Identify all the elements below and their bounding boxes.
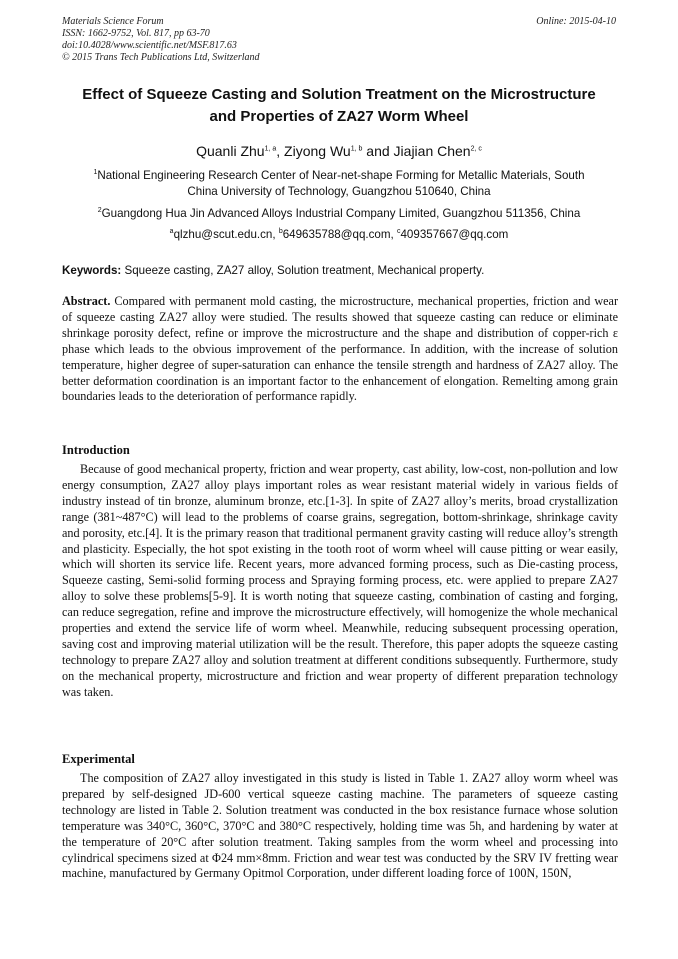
issn-line: ISSN: 1662-9752, Vol. 817, pp 63-70 <box>62 28 210 39</box>
copyright-line: © 2015 Trans Tech Publications Ltd, Switzerland <box>62 52 260 63</box>
affiliation-superscript: 2 <box>97 207 102 215</box>
abstract-label: Abstract. <box>62 294 111 308</box>
affiliation-superscript: 1 <box>93 169 98 177</box>
author-superscript: 1, a <box>264 145 277 153</box>
email-link[interactable]: 409357667@qq.com <box>400 228 509 241</box>
author-superscript: 2, c <box>470 145 482 153</box>
author-separator: , <box>276 143 285 159</box>
email-link[interactable]: 649635788@qq.com, <box>282 228 397 241</box>
email-superscript: b <box>278 228 283 236</box>
affiliation-1-line-1: National Engineering Research Center of Near-net-shape Forming for Metallic Materials, South <box>97 169 585 182</box>
keywords-label: Keywords: <box>62 264 122 277</box>
email-link[interactable]: qlzhu@scut.edu.cn, <box>173 228 279 241</box>
doi-line: doi:10.4028/www.scientific.net/MSF.817.63 <box>62 40 237 51</box>
affiliation-2-text: Guangdong Hua Jin Advanced Alloys Industrial Company Limited, Guangzhou 511356, China <box>101 207 581 220</box>
experimental-heading: Experimental <box>62 752 135 766</box>
email-superscript: a <box>169 228 174 236</box>
author-list <box>40 142 638 160</box>
introduction-paragraph: Because of good mechanical property, friction and wear property, cast ability, low-cost, non-pollution and low energy consumption, ZA27 alloy plays important roles as wear resistant material widely in various fields of industry instead of tin bronze, aluminum bronze, etc.[1-3]. In spite of ZA27 alloy’s merits, broad crystallization range (381~487°C) will lead to the problems of coarse grains, segregation, bottom-shrinkage, shrinkage cavity and porosity, etc.[4]. It is the primary reason that traditional permanent gravity casting will reduce alloy’s strength and plasticity. Especially, the hot spot existing in the tooth root of worm wheel will cause pitting or wear easily, which will shorten its service life. Recent years, more advanced forming process, such as Die-casting process, Squeeze casting, Semi-solid forming process and Spraying forming process, etc. were applied to prepare ZA27 alloy to solve these problems[5-9]. It is worth noting that squeeze casting, combination of casting and forging, can reduce segregation, refine and improve the microstructure effectively, will homogenize the whole mechanical properties and extend the service life of worm wheel. Meanwhile, reducing subsequent processing operation, saving cost and improving material utilization will be the result. Therefore, this paper adopts the squeeze casting technology to prepare ZA27 alloy and solution treatment at different conditions subsequently. Furthermore, study on the mechanical property, microstructure and friction and wear property of different preparation technology was taken. <box>62 462 618 699</box>
email-superscript: c <box>396 228 401 236</box>
author-separator: and <box>362 143 394 159</box>
author-name: Ziyong Wu <box>284 143 351 159</box>
affiliation-1-line-2: China University of Technology, Guangzhou 510640, China <box>187 185 491 198</box>
introduction-heading: Introduction <box>62 443 130 457</box>
title-line-1: Effect of Squeeze Casting and Solution Treatment on the Microstructure <box>82 86 596 103</box>
keywords-line <box>62 263 618 278</box>
paper-title <box>40 84 638 128</box>
author-name: Jiajian Chen <box>393 143 471 159</box>
email-list <box>40 227 638 243</box>
abstract-text: Compared with permanent mold casting, the microstructure, mechanical properties, friction and wear of squeeze casting ZA27 alloy were studied. The results showed that squeeze casting can reduce or eliminate shrinkage porosity defect, refine or improve the microstructure and the shape and distribution of copper-rich ε phase which leads to the obvious improvement of the performance. In addition, with the increase of solution temperature, higher degree of super-saturation can enhance the tensile strength and hardness of ZA27 alloy. The better deformation coordination is an important factor to the enhancement of elongation. Remelting among grain boundaries leads to the deterioration of performance rapidly. <box>62 294 618 404</box>
author-name: Quanli Zhu <box>196 143 265 159</box>
keywords-text: Squeeze casting, ZA27 alloy, Solution treatment, Mechanical property. <box>121 264 485 277</box>
title-line-2: and Properties of ZA27 Worm Wheel <box>209 108 469 125</box>
online-date: Online: 2015-04-10 <box>536 16 616 27</box>
affiliation-2 <box>40 206 638 222</box>
experimental-paragraph: The composition of ZA27 alloy investigated in this study is listed in Table 1. ZA27 alloy worm wheel was prepared by self-designed JD-600 vertical squeeze casting machine. The parameters of squeeze casting technology are listed in Table 2. Solution treatment was conducted in the box resistance furnace whose solution temperature was 340°C, 360°C, 370°C and 380°C respectively, holding time was 5h, and hardening by water at the temperature of 20°C after solution treatment. Taking samples from the worm wheel and processing into cylindrical specimens sized at Φ24 mm×8mm. Friction and wear test was conducted by the SRV IV fretting wear machine, manufactured by Germany Opitmol Corporation, under different loading force of 100N, 150N, <box>62 771 618 881</box>
affiliation-1 <box>40 168 638 200</box>
author-superscript: 1, b <box>350 145 363 153</box>
abstract-paragraph <box>62 294 618 405</box>
journal-name: Materials Science Forum <box>62 16 164 27</box>
